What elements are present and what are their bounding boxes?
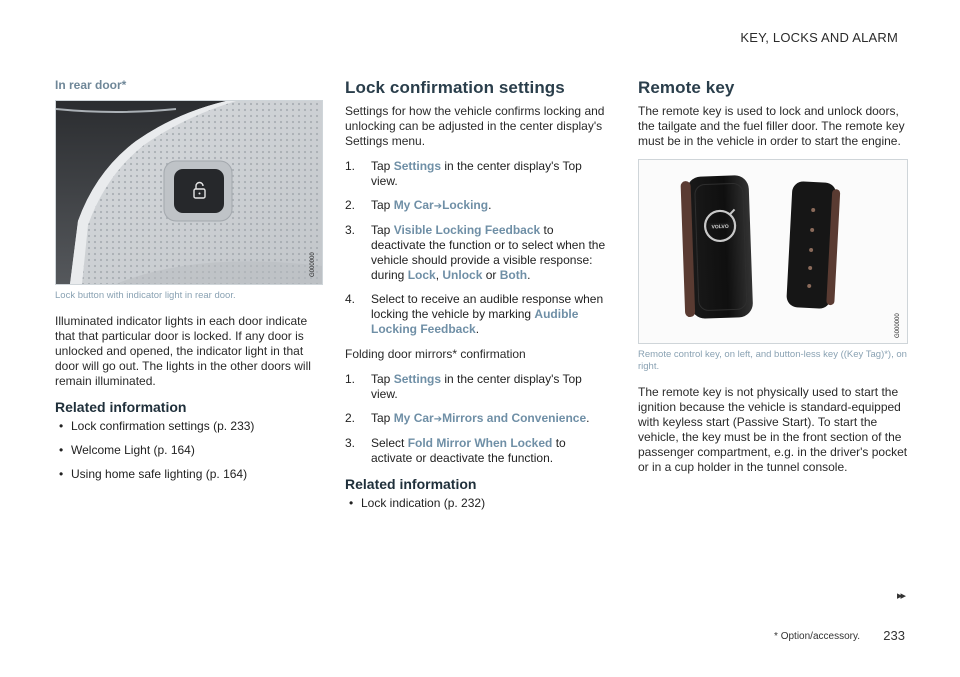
folding-mirrors-title: Folding door mirrors* confirmation [345, 347, 526, 361]
step-4: 4. Select to receive an audible response when locking the vehicle by marking Audible Locking Feedback. [345, 292, 604, 336]
related-link-home-safe-lighting[interactable]: • Using home safe lighting (p. 164) [59, 467, 248, 481]
ui-settings: Settings [393, 159, 442, 173]
remote-key-image [638, 159, 908, 344]
related-link-lock-indication[interactable]: • Lock indication (p. 232) [349, 496, 486, 510]
step-1: 1. Tap Settings in the center display's Top view. [345, 159, 582, 188]
rear-door-body-text: Illuminated indicator lights in each door indicate that that particular door is locked. If any door is unlocked and opened, the indicator light in that door will go out. The lights in the other doors will remain illuminated. [55, 314, 311, 388]
ui-my-car: My Car [393, 198, 434, 212]
ui-unlock: Unlock [442, 268, 483, 282]
ui-my-car-2: My Car [393, 411, 434, 425]
related-list-1 [55, 419, 321, 482]
column-remote-key [638, 78, 908, 485]
rear-door-illustration [56, 101, 322, 284]
svg-text:VOLVO: VOLVO [711, 223, 729, 231]
remote-key-body-text: The remote key is not physically used to start the ignition because the vehicle is standard-equipped with keyless start (Passive Start). To start the vehicle, the key must be in the front section of the passenger compartment, e.g. in the driver's pocket or in a cup holder in the tunnel console. [638, 385, 908, 474]
ui-fold-mirror-when-locked: Fold Mirror When Locked [407, 436, 553, 450]
folding-step-2: 2. Tap My Car➔Mirrors and Convenience. [345, 411, 590, 425]
lock-confirmation-intro: Settings for how the vehicle confirms locking and unlocking can be adjusted in the center display's Settings menu. [345, 104, 605, 148]
ui-locking: Locking [442, 198, 489, 212]
caption-rear-door: Lock button with indicator light in rear door. [55, 290, 236, 301]
page-header-section: KEY, LOCKS AND ALARM [740, 30, 898, 45]
related-info-heading-2: Related information [345, 476, 477, 492]
column-lock-confirmation [345, 78, 610, 520]
ui-both: Both [499, 268, 528, 282]
remote-key-intro: The remote key is used to lock and unlock doors, the tailgate and the fuel filler door. The remote key must be in the vehicle in order to start the engine. [638, 104, 905, 148]
title-remote-key: Remote key [638, 78, 735, 97]
step-2: 2. Tap My Car➔Locking. [345, 198, 492, 212]
related-info-heading-1: Related information [55, 399, 187, 415]
ui-audible-locking-feedback: Audible Locking Feedback [371, 307, 579, 336]
arrow-right-icon: ➔ [433, 414, 443, 425]
related-link-welcome-light[interactable]: • Welcome Light (p. 164) [59, 443, 195, 457]
image-code-keys: G000000 [895, 313, 901, 338]
ui-visible-locking-feedback: Visible Locking Feedback [393, 223, 541, 237]
ui-lock: Lock [407, 268, 436, 282]
title-lock-confirmation: Lock confirmation settings [345, 78, 565, 97]
folding-step-3: 3. Select Fold Mirror When Locked to activate or deactivate the function. [345, 436, 566, 465]
footer-option-note: * Option/accessory. [774, 631, 860, 642]
rear-door-lock-button-image [55, 100, 323, 285]
arrow-right-icon: ➔ [433, 201, 443, 212]
caption-remote-key: Remote control key, on left, and button-less key ((Key Tag)*), on right. [638, 349, 907, 372]
remote-key-illustration [639, 160, 907, 343]
related-list-2 [345, 496, 610, 511]
folding-step-1: 1. Tap Settings in the center display's Top view. [345, 372, 582, 401]
subheading-rear-door: In rear door* [55, 78, 127, 92]
related-link-lock-confirmation[interactable]: • Lock confirmation settings (p. 233) [59, 419, 255, 433]
column-rear-door [55, 78, 321, 491]
step-3: 3. Tap Visible Locking Feedback to deactivate the function or to select when the vehicle should provide a visible response: during Lock, Unlock or Both. [345, 223, 606, 282]
ui-settings-2: Settings [393, 372, 442, 386]
lock-confirmation-steps [345, 159, 610, 337]
page-number: 233 [883, 628, 905, 643]
ui-mirrors-convenience: Mirrors and Convenience [442, 411, 587, 425]
folding-mirrors-steps [345, 372, 610, 466]
next-page-arrows-icon[interactable]: ▸▸ [896, 590, 904, 602]
image-code-door: G000000 [310, 252, 316, 277]
